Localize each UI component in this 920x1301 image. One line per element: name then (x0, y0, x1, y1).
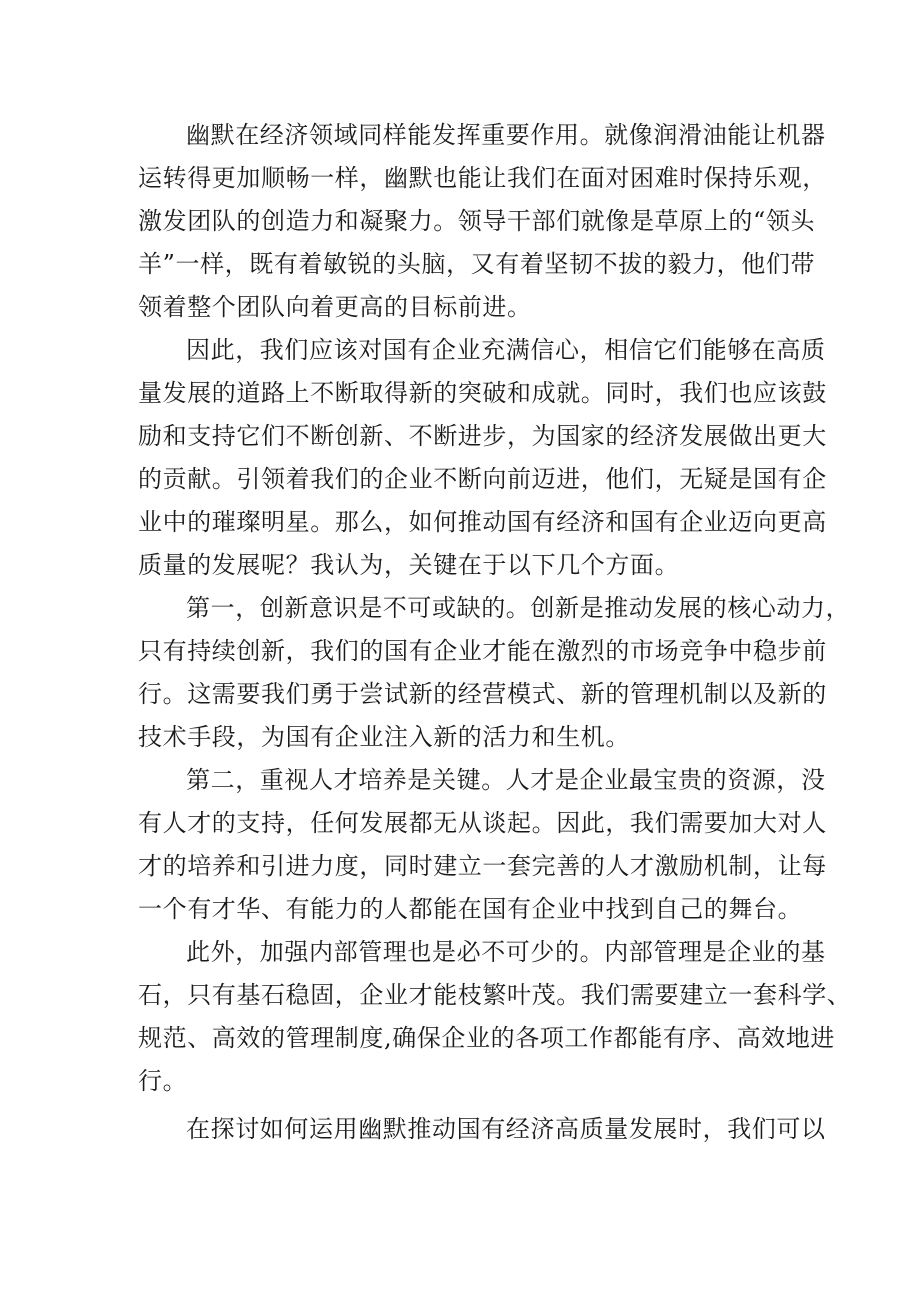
paragraph-2-line-5: 业中的璀璨明星。那么，如何推动国有经济和国有企业迈向更高 (138, 508, 827, 536)
paragraph-1-line-3: 激发团队的创造力和凝聚力。领导干部们就像是草原上的“领头 (138, 207, 816, 235)
paragraph-2-line-4: 的贡献。引领着我们的企业不断向前迈进，他们，无疑是国有企 (138, 465, 827, 493)
paragraph-4-line-2: 有人才的支持，任何发展都无从谈起。因此，我们需要加大对人 (138, 809, 827, 837)
paragraph-2-line-3: 励和支持它们不断创新、不断进步，为国家的经济发展做出更大 (138, 422, 827, 450)
paragraph-3-line-4: 技术手段，为国有企业注入新的活力和生机。 (138, 723, 630, 751)
paragraph-3-line-3: 行。这需要我们勇于尝试新的经营模式、新的管理机制以及新的 (138, 680, 827, 708)
paragraph-6-line-1: 在探讨如何运用幽默推动国有经济高质量发展时，我们可以 (186, 1115, 826, 1143)
paragraph-5-line-2: 石，只有基石稳固，企业才能枝繁叶茂。我们需要建立一套科学、 (138, 981, 852, 1009)
paragraph-2-line-2: 量发展的道路上不断取得新的突破和成就。同时，我们也应该鼓 (138, 379, 827, 407)
paragraph-4-line-1: 第二，重视人才培养是关键。人才是企业最宝贵的资源，没 (186, 766, 826, 794)
paragraph-5-line-3: 规范、高效的管理制度,确保企业的各项工作都能有序、高效地进 (138, 1024, 836, 1052)
paragraph-2-line-1: 因此，我们应该对国有企业充满信心，相信它们能够在高质 (186, 336, 826, 364)
paragraph-1-line-5: 领着整个团队向着更高的目标前进。 (138, 293, 532, 321)
paragraph-2-line-6: 质量的发展呢？我认为，关键在于以下几个方面。 (138, 551, 680, 579)
paragraph-1-line-2: 运转得更加顺畅一样，幽默也能让我们在面对困难时保持乐观， (138, 164, 827, 192)
paragraph-3-line-1: 第一，创新意识是不可或缺的。创新是推动发展的核心动力， (186, 594, 851, 622)
paragraph-1-line-4: 羊”一样，既有着敏锐的头脑，又有着坚韧不拔的毅力，他们带 (138, 250, 816, 278)
paragraph-4-line-4: 一个有才华、有能力的人都能在国有企业中找到自己的舞台。 (138, 895, 803, 923)
paragraph-1-line-1: 幽默在经济领域同样能发挥重要作用。就像润滑油能让机器 (186, 121, 826, 149)
paragraph-3-line-2: 只有持续创新，我们的国有企业才能在激烈的市场竞争中稳步前 (138, 637, 827, 665)
paragraph-5-line-4: 行。 (138, 1067, 188, 1095)
paragraph-4-line-3: 才的培养和引进力度，同时建立一套完善的人才激励机制，让每 (138, 852, 827, 880)
paragraph-5-line-1: 此外，加强内部管理也是必不可少的。内部管理是企业的基 (186, 938, 826, 966)
